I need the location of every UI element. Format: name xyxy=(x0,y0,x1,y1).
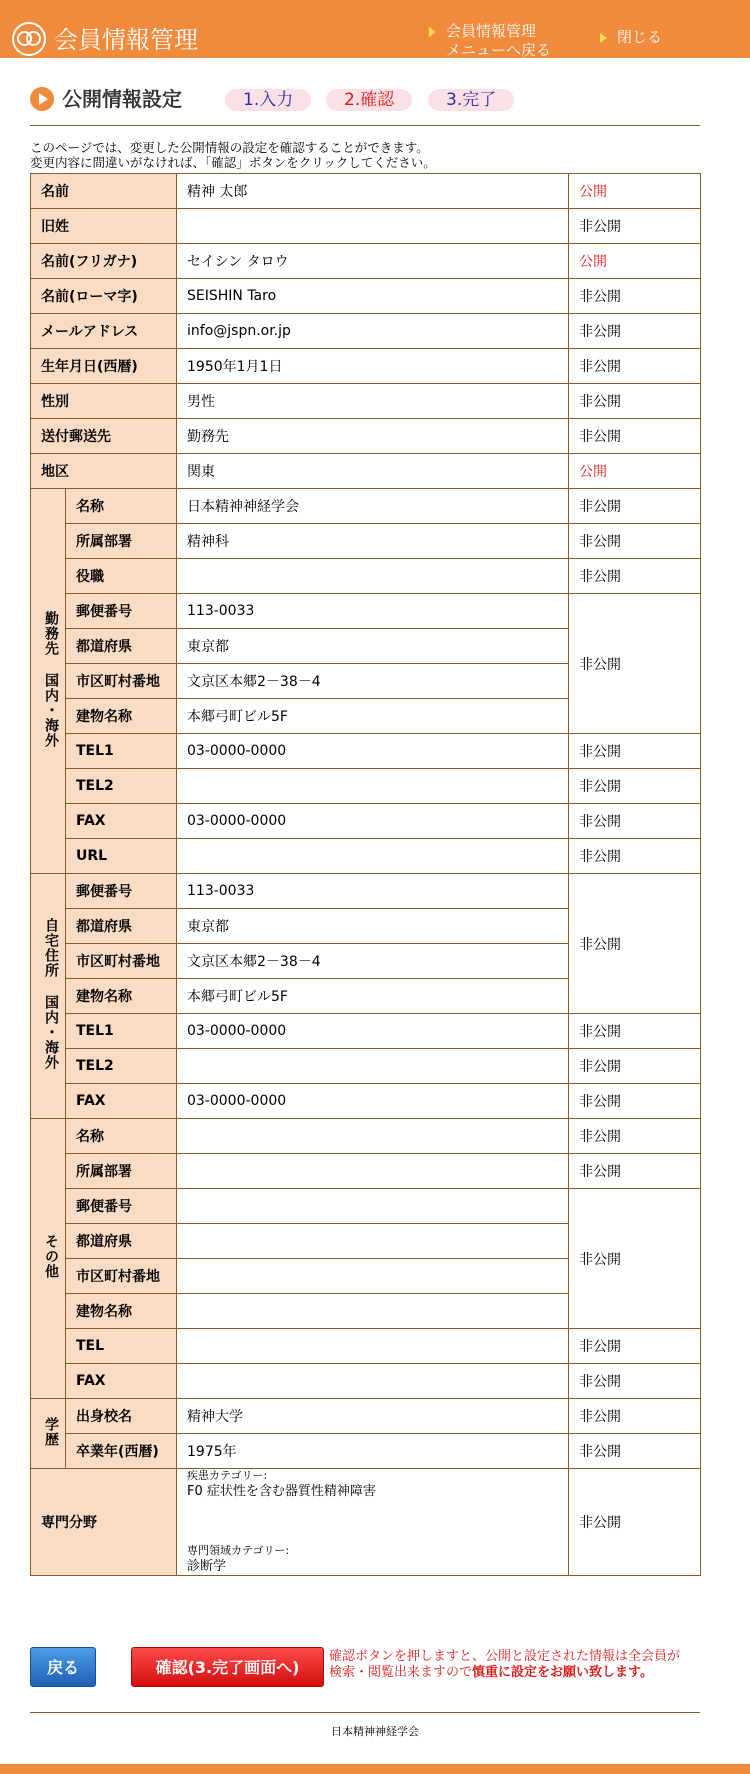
row-value: 本郷弓町ビル5F xyxy=(177,979,569,1014)
table-row xyxy=(31,1364,701,1399)
table-row xyxy=(31,1329,701,1364)
table-row xyxy=(31,874,701,909)
row-label: 性別 xyxy=(31,384,177,419)
table-row xyxy=(31,1189,701,1224)
visibility-status: 非公開 xyxy=(569,1399,701,1434)
page-title: 公開情報設定 xyxy=(62,87,182,111)
footer-copyright: 日本精神神経学会 xyxy=(331,1725,419,1738)
row-label: TEL2 xyxy=(66,769,177,804)
table-row xyxy=(31,1084,701,1119)
visibility-status: 非公開 xyxy=(569,594,701,734)
row-value: 03-0000-0000 xyxy=(177,1084,569,1119)
row-value: 113-0033 xyxy=(177,874,569,909)
visibility-status: 非公開 xyxy=(569,874,701,1014)
row-label: 地区 xyxy=(31,454,177,489)
row-value xyxy=(177,1294,569,1329)
visibility-status: 非公開 xyxy=(569,1084,701,1119)
footer-divider xyxy=(30,1712,700,1713)
visibility-status: 非公開 xyxy=(569,419,701,454)
step-confirm-current: 2.確認 xyxy=(326,89,412,111)
row-label: 郵便番号 xyxy=(66,1189,177,1224)
visibility-status: 非公開 xyxy=(569,1469,701,1576)
row-label: 市区町村番地 xyxy=(66,1259,177,1294)
row-value: 1975年 xyxy=(177,1434,569,1469)
visibility-status: 公開 xyxy=(569,454,701,489)
row-label: TEL2 xyxy=(66,1049,177,1084)
close-link[interactable] xyxy=(600,28,662,47)
table-row xyxy=(31,384,701,419)
notice-line: 検索・閲覧出来ますので xyxy=(329,1665,473,1680)
back-button[interactable]: 戻る xyxy=(30,1647,96,1687)
row-label: 旧姓 xyxy=(31,209,177,244)
row-value: 精神 太郎 xyxy=(177,174,569,209)
row-value: 文京区本郷2－38－4 xyxy=(177,944,569,979)
visibility-status: 非公開 xyxy=(569,349,701,384)
visibility-status: 非公開 xyxy=(569,1119,701,1154)
row-value: SEISHIN Taro xyxy=(177,279,569,314)
row-value: 男性 xyxy=(177,384,569,419)
row-value xyxy=(177,1049,569,1084)
row-value xyxy=(177,1154,569,1189)
row-value: 関東 xyxy=(177,454,569,489)
row-label: TEL xyxy=(66,1329,177,1364)
table-row xyxy=(31,174,701,209)
table-row xyxy=(31,1049,701,1084)
row-value: info@jspn.or.jp xyxy=(177,314,569,349)
page-description xyxy=(30,140,436,170)
row-label: 名前 xyxy=(31,174,177,209)
table-row xyxy=(31,804,701,839)
visibility-status: 非公開 xyxy=(569,384,701,419)
row-label: 都道府県 xyxy=(66,629,177,664)
row-label: 名前(ローマ字) xyxy=(31,279,177,314)
table-row xyxy=(31,1399,701,1434)
row-label: 卒業年(西暦) xyxy=(66,1434,177,1469)
row-value xyxy=(177,1364,569,1399)
public-info-table xyxy=(30,173,701,1576)
row-label: FAX xyxy=(66,1364,177,1399)
visibility-status: 非公開 xyxy=(569,1434,701,1469)
visibility-status: 非公開 xyxy=(569,524,701,559)
row-value: 勤務先 xyxy=(177,419,569,454)
row-value xyxy=(177,559,569,594)
table-row xyxy=(31,279,701,314)
row-label: 役職 xyxy=(66,559,177,594)
table-row xyxy=(31,489,701,524)
group-label-education: 学歴 xyxy=(31,1399,66,1469)
visibility-status: 公開 xyxy=(569,174,701,209)
row-value: 113-0033 xyxy=(177,594,569,629)
visibility-status: 非公開 xyxy=(569,769,701,804)
visibility-status: 非公開 xyxy=(569,1049,701,1084)
row-label: 都道府県 xyxy=(66,909,177,944)
row-label: 生年月日(西暦) xyxy=(31,349,177,384)
row-label: 建物名称 xyxy=(66,699,177,734)
confirm-button[interactable]: 確認(3.完了画面へ) xyxy=(131,1647,324,1687)
row-label: TEL1 xyxy=(66,734,177,769)
close-link-label: 閉じる xyxy=(617,28,663,46)
table-row xyxy=(31,559,701,594)
row-label: 郵便番号 xyxy=(66,874,177,909)
visibility-status: 非公開 xyxy=(569,279,701,314)
row-label: 名前(フリガナ) xyxy=(31,244,177,279)
row-label: 出身校名 xyxy=(66,1399,177,1434)
row-label: 所属部署 xyxy=(66,524,177,559)
row-value xyxy=(177,1224,569,1259)
row-value: 03-0000-0000 xyxy=(177,734,569,769)
row-value xyxy=(177,1189,569,1224)
visibility-status: 非公開 xyxy=(569,314,701,349)
visibility-status: 非公開 xyxy=(569,1014,701,1049)
notice-line: 確認ボタンを押しますと、公開と設定された情報は全会員が xyxy=(329,1649,681,1664)
row-label: 建物名称 xyxy=(66,1294,177,1329)
table-row xyxy=(31,454,701,489)
specialty-category-value: F0 症状性を含む器質性精神障害 xyxy=(187,1484,376,1499)
row-value: 本郷弓町ビル5F xyxy=(177,699,569,734)
row-value: 東京都 xyxy=(177,909,569,944)
visibility-status: 非公開 xyxy=(569,1154,701,1189)
row-value: 文京区本郷2－38－4 xyxy=(177,664,569,699)
header-bar xyxy=(0,0,750,58)
app-title: 会員情報管理 xyxy=(54,26,198,54)
group-label-other: その他 xyxy=(31,1119,66,1399)
visibility-status: 非公開 xyxy=(569,1189,701,1329)
row-value: 03-0000-0000 xyxy=(177,1014,569,1049)
menu-link-line2: メニューへ戻る xyxy=(446,41,552,59)
row-value: 1950年1月1日 xyxy=(177,349,569,384)
notice-emphasis: 慎重に設定をお願い致します。 xyxy=(472,1665,653,1680)
table-row xyxy=(31,524,701,559)
row-label: 市区町村番地 xyxy=(66,664,177,699)
visibility-status: 非公開 xyxy=(569,1364,701,1399)
row-label: 市区町村番地 xyxy=(66,944,177,979)
row-label: FAX xyxy=(66,1084,177,1119)
specialty-category-label: 疾患カテゴリー: xyxy=(187,1469,268,1482)
row-label: URL xyxy=(66,839,177,874)
triangle-right-icon xyxy=(429,27,436,37)
specialty-field-label: 専門領域カテゴリー: xyxy=(187,1544,290,1557)
row-label: TEL1 xyxy=(66,1014,177,1049)
visibility-status: 非公開 xyxy=(569,1329,701,1364)
specialty-field-value: 診断学 xyxy=(187,1559,227,1574)
menu-link-line1: 会員情報管理 xyxy=(446,22,537,40)
row-label: 専門分野 xyxy=(31,1469,177,1576)
row-label: メールアドレス xyxy=(31,314,177,349)
section-divider xyxy=(30,125,700,126)
step-input: 1.入力 xyxy=(225,89,311,111)
row-label: 名称 xyxy=(66,1119,177,1154)
table-row xyxy=(31,734,701,769)
table-row xyxy=(31,209,701,244)
table-row xyxy=(31,1154,701,1189)
confirm-notice xyxy=(329,1649,709,1681)
visibility-status: 非公開 xyxy=(569,734,701,769)
group-label-work: 勤務先 国内・海外 xyxy=(31,489,66,874)
table-row xyxy=(31,1014,701,1049)
row-label: 所属部署 xyxy=(66,1154,177,1189)
table-row xyxy=(31,244,701,279)
triangle-right-icon xyxy=(600,33,607,43)
row-value: 精神大学 xyxy=(177,1399,569,1434)
visibility-status: 非公開 xyxy=(569,839,701,874)
row-value: 東京都 xyxy=(177,629,569,664)
row-value: 03-0000-0000 xyxy=(177,804,569,839)
group-label-home: 自宅住所 国内・海外 xyxy=(31,874,66,1119)
table-row xyxy=(31,839,701,874)
row-label: 郵便番号 xyxy=(66,594,177,629)
row-value xyxy=(177,1329,569,1364)
visibility-status: 非公開 xyxy=(569,209,701,244)
visibility-status: 公開 xyxy=(569,244,701,279)
arrow-circle-icon xyxy=(30,87,54,111)
description-line: 変更内容に間違いがなければ、「確認」ボタンをクリックしてください。 xyxy=(30,155,436,170)
row-value xyxy=(177,769,569,804)
row-value: セイシン タロウ xyxy=(177,244,569,279)
table-row-specialty xyxy=(31,1469,701,1576)
row-value xyxy=(177,839,569,874)
table-row xyxy=(31,1434,701,1469)
row-value xyxy=(177,209,569,244)
row-value xyxy=(177,1119,569,1154)
row-label: 送付郵送先 xyxy=(31,419,177,454)
specialty-value xyxy=(177,1469,569,1576)
visibility-status: 非公開 xyxy=(569,489,701,524)
row-value xyxy=(177,1259,569,1294)
visibility-status: 非公開 xyxy=(569,559,701,594)
table-row xyxy=(31,769,701,804)
table-row xyxy=(31,419,701,454)
row-value: 日本精神神経学会 xyxy=(177,489,569,524)
back-to-menu-link[interactable] xyxy=(429,22,551,60)
table-row xyxy=(31,594,701,629)
bottom-bar xyxy=(0,1764,750,1774)
table-row xyxy=(31,314,701,349)
row-label: 建物名称 xyxy=(66,979,177,1014)
table-row xyxy=(31,349,701,384)
step-complete: 3.完了 xyxy=(428,89,514,111)
description-line: このページでは、変更した公開情報の設定を確認することができます。 xyxy=(30,140,429,155)
visibility-status: 非公開 xyxy=(569,804,701,839)
society-logo-icon xyxy=(12,22,46,56)
row-label: FAX xyxy=(66,804,177,839)
row-value: 精神科 xyxy=(177,524,569,559)
row-label: 都道府県 xyxy=(66,1224,177,1259)
table-row xyxy=(31,1119,701,1154)
row-label: 名称 xyxy=(66,489,177,524)
